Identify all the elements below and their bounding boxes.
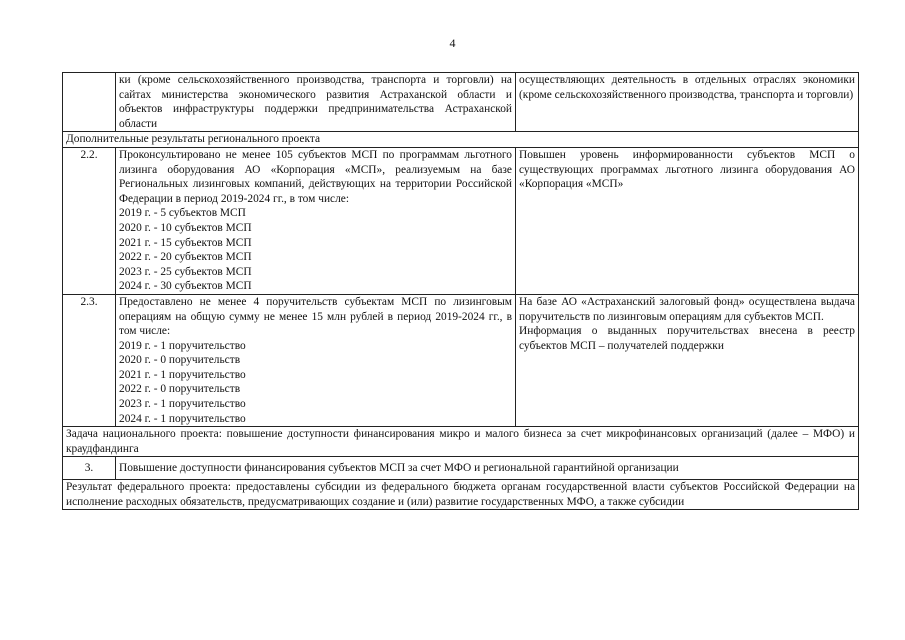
- row-number-cell: 3.: [63, 457, 116, 480]
- section-row: [63, 480, 859, 510]
- table-row: [63, 73, 859, 132]
- list-item: 2019 г. - 1 поручительство: [119, 339, 246, 352]
- list-item: 2022 г. - 20 субъектов МСП: [119, 251, 252, 264]
- document-table: [62, 72, 859, 510]
- result-cell: [516, 294, 859, 426]
- row-number-cell: [63, 73, 116, 132]
- table-row: [63, 457, 859, 480]
- section-row: [63, 132, 859, 148]
- list-item: 2021 г. - 15 субъектов МСП: [119, 236, 252, 249]
- measure-intro: Проконсультировано не менее 105 субъектов МСП по программам льготного лизинга оборудования АО «Корпорация «МСП», реализуемым на базе Региональных лизинговых компаний, действующих на территории Российской Федерации в период 2019-2024 гг., в том числе:: [119, 148, 512, 205]
- result-paragraph: Информация о выданных поручительствах внесена в реестр субъектов МСП – получателей поддержки: [519, 325, 855, 352]
- result-cell: Повышен уровень информированности субъектов МСП о существующих программах льготного лизинга оборудования АО «Корпорация «МСП»: [516, 147, 859, 294]
- list-item: 2023 г. - 1 поручительство: [119, 398, 246, 411]
- result-paragraph: На базе АО «Астраханский залоговый фонд» осуществлена выдача поручительств по лизинговым операциям для субъектов МСП.: [519, 295, 855, 323]
- page-number: 4: [449, 36, 456, 50]
- measure-cell: Повышение доступности финансирования субъектов МСП за счет МФО и региональной гарантийной организации: [116, 457, 859, 480]
- list-item: 2020 г. - 10 субъектов МСП: [119, 221, 252, 234]
- section-title-additional: Дополнительные результаты регионального проекта: [63, 132, 859, 148]
- list-item: 2019 г. - 5 субъектов МСП: [119, 207, 246, 220]
- measure-cell: [116, 147, 516, 294]
- task-national-project: Задача национального проекта: повышение доступности финансирования микро и малого бизнеса за счет микрофинансовых организаций (далее – МФО) и краудфандинга: [63, 427, 859, 457]
- list-item: 2024 г. - 1 поручительство: [119, 412, 246, 425]
- measure-cell: [116, 294, 516, 426]
- row-number-cell: 2.2.: [63, 147, 116, 294]
- list-item: 2023 г. - 25 субъектов МСП: [119, 265, 252, 278]
- row-number-cell: 2.3.: [63, 294, 116, 426]
- measure-intro: Предоставлено не менее 4 поручительств субъектам МСП по лизинговым операциям на общую сумму не менее 15 млн рублей в период 2019-2024 гг., в том числе:: [119, 295, 512, 338]
- section-row: [63, 427, 859, 457]
- result-cell: осуществляющих деятельность в отдельных отраслях экономики (кроме сельскохозяйственного производства, транспорта и торговли): [516, 73, 859, 132]
- measure-cell: ки (кроме сельскохозяйственного производства, транспорта и торговли) на сайтах министерства экономического развития Астраханской области и объектов инфраструктуры поддержки предпринимательства Астраханской области: [116, 73, 516, 132]
- list-item: 2024 г. - 30 субъектов МСП: [119, 280, 252, 293]
- result-federal-project: Результат федерального проекта: предоставлены субсидии из федерального бюджета органам государственной власти субъектов Российской Федерации на исполнение расходных обязательств, предусматривающих создание и (или) развитие государственных МФО, а также субсидии: [63, 480, 859, 510]
- list-item: 2022 г. - 0 поручительств: [119, 383, 241, 396]
- list-item: 2020 г. - 0 поручительств: [119, 354, 241, 367]
- list-item: 2021 г. - 1 поручительство: [119, 368, 246, 381]
- table-row: [63, 294, 859, 426]
- table-row: [63, 147, 859, 294]
